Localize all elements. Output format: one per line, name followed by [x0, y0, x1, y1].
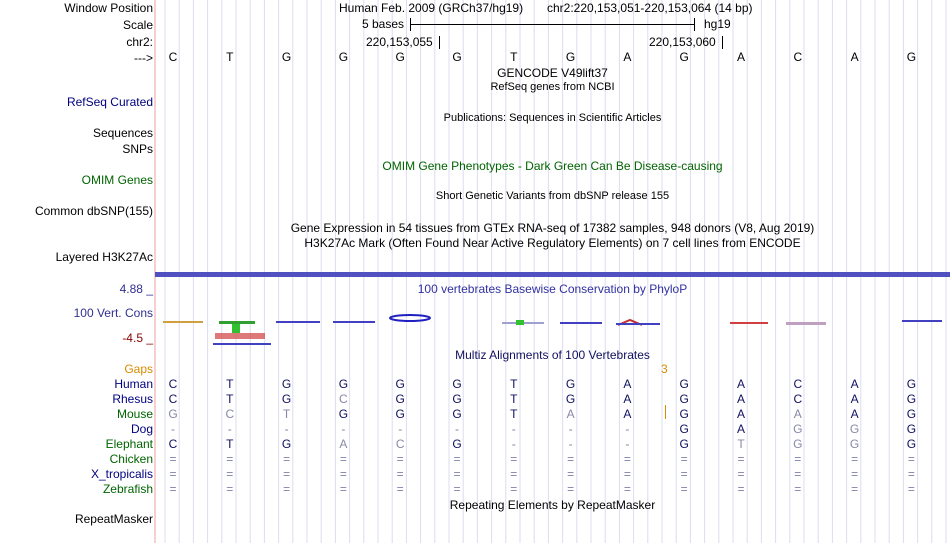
aligned-base: A: [850, 392, 859, 406]
aligned-base: T: [510, 392, 518, 406]
aligned-base: =: [794, 482, 802, 496]
track-label-sequences[interactable]: Sequences: [92, 126, 153, 140]
species-label[interactable]: Chicken: [109, 452, 153, 466]
aligned-base: G: [849, 422, 860, 436]
gtex-track-desc[interactable]: Gene Expression in 54 tissues from GTEx RNA-seq of 17382 samples, 948 donors (V8, Aug 2019): [290, 221, 815, 235]
aligned-base: -: [568, 422, 573, 436]
aligned-base: G: [679, 437, 689, 451]
aligned-base: -: [625, 437, 630, 451]
aligned-base: =: [623, 452, 631, 466]
dbsnp-track-desc[interactable]: Short Genetic Variants from dbSNP release 155: [435, 190, 670, 202]
aligned-base: =: [396, 467, 404, 481]
aligned-base: G: [849, 437, 860, 451]
track-label-vert-cons[interactable]: 100 Vert. Cons: [73, 306, 153, 320]
aligned-base: T: [226, 437, 234, 451]
aligned-base: A: [736, 392, 745, 406]
aligned-base: G: [281, 437, 292, 451]
aligned-base: =: [169, 467, 177, 481]
phylop-track-desc[interactable]: 100 vertebrates Basewise Conservation by PhyloP: [417, 282, 688, 296]
aligned-base: A: [850, 377, 859, 391]
species-label[interactable]: Mouse: [116, 407, 153, 421]
aligned-base: -: [455, 422, 459, 436]
aligned-base: G: [906, 422, 917, 436]
aligned-base: =: [567, 482, 575, 496]
aligned-base: A: [566, 407, 575, 421]
aligned-base: =: [623, 467, 631, 481]
track-label-repeatmasker[interactable]: RepeatMasker: [74, 512, 153, 526]
reference-base: G: [679, 50, 689, 64]
track-label-dbsnp[interactable]: Common dbSNP(155): [34, 204, 153, 218]
aligned-base: =: [169, 482, 177, 496]
aligned-base: G: [281, 392, 292, 406]
species-label[interactable]: Human: [114, 377, 153, 391]
aligned-base: -: [227, 422, 232, 436]
aligned-base: =: [907, 467, 915, 481]
aligned-base: G: [395, 377, 405, 391]
aligned-base: A: [623, 377, 632, 391]
mouse-insertion-mark: [665, 405, 666, 419]
aligned-base: =: [907, 452, 915, 466]
aligned-base: G: [679, 407, 689, 421]
aligned-base: G: [452, 377, 462, 391]
aligned-base: G: [395, 392, 405, 406]
aligned-base: -: [398, 422, 403, 436]
aligned-base: G: [793, 422, 803, 436]
aligned-base: T: [282, 407, 291, 421]
aligned-base: A: [793, 407, 802, 421]
aligned-base: =: [510, 482, 518, 496]
repeatmasker-track-desc[interactable]: Repeating Elements by RepeatMasker: [449, 498, 656, 512]
scale-db: hg19: [704, 17, 731, 31]
ruler-tick-label-2: 220,153,060: [649, 35, 716, 49]
track-label-h3k27ac[interactable]: Layered H3K27Ac: [55, 250, 153, 264]
aligned-base: C: [339, 392, 348, 406]
aligned-base: -: [511, 437, 516, 451]
aligned-base: G: [679, 392, 689, 406]
aligned-base: G: [168, 407, 178, 421]
aligned-base: =: [453, 482, 461, 496]
chr-label: chr2:: [126, 35, 153, 49]
phylop-bars: [163, 315, 942, 345]
position-text: chr2:220,153,051-220,153,064 (14 bp): [547, 1, 753, 15]
aligned-base: C: [168, 392, 178, 406]
aligned-base: A: [736, 377, 745, 391]
aligned-base: =: [851, 467, 859, 481]
track-label-refseq[interactable]: RefSeq Curated: [66, 95, 153, 109]
aligned-base: A: [339, 437, 348, 451]
aligned-base: =: [851, 452, 859, 466]
aligned-base: =: [567, 467, 575, 481]
reference-base: G: [565, 50, 576, 64]
aligned-base: G: [679, 422, 689, 436]
aligned-base: =: [226, 482, 234, 496]
gap-count: 3: [661, 362, 668, 376]
species-label[interactable]: Dog: [130, 422, 153, 436]
aligned-base: C: [793, 392, 803, 406]
reference-base: G: [395, 50, 405, 64]
cons-axis-min: -4.5 _: [122, 331, 153, 345]
reference-base: G: [906, 50, 917, 64]
aligned-base: =: [623, 482, 631, 496]
aligned-base: C: [168, 437, 178, 451]
aligned-base: =: [339, 482, 347, 496]
aligned-base: =: [680, 467, 688, 481]
aligned-base: =: [851, 482, 859, 496]
aligned-base: -: [171, 422, 175, 436]
aligned-base: =: [737, 482, 745, 496]
aligned-base: =: [283, 482, 291, 496]
aligned-base: G: [906, 407, 917, 421]
species-label[interactable]: X_tropicalis: [90, 467, 153, 481]
aligned-base: G: [452, 392, 462, 406]
strand-arrow: --->: [134, 51, 153, 65]
assembly-text: Human Feb. 2009 (GRCh37/hg19): [339, 1, 524, 15]
track-label-snps[interactable]: SNPs: [122, 142, 153, 156]
aligned-base: =: [680, 452, 688, 466]
refseq-track-desc[interactable]: RefSeq genes from NCBI: [490, 81, 615, 93]
aligned-base: G: [906, 377, 917, 391]
omim-track-desc[interactable]: OMIM Gene Phenotypes - Dark Green Can Be Disease-causing: [382, 159, 723, 173]
reference-base: G: [452, 50, 462, 64]
aligned-base: =: [339, 467, 347, 481]
gaps-label[interactable]: Gaps: [124, 362, 153, 376]
aligned-base: A: [736, 407, 745, 421]
aligned-base: =: [680, 482, 688, 496]
aligned-base: G: [679, 377, 689, 391]
aligned-base: G: [793, 437, 803, 451]
reference-base: A: [736, 50, 745, 64]
aligned-base: G: [281, 377, 292, 391]
reference-base: T: [226, 50, 234, 64]
aligned-base: -: [341, 422, 346, 436]
aligned-base: -: [625, 422, 630, 436]
aligned-base: =: [737, 452, 745, 466]
aligned-base: G: [565, 377, 576, 391]
aligned-base: =: [453, 452, 461, 466]
aligned-base: A: [623, 407, 632, 421]
aligned-base: C: [395, 437, 405, 451]
aligned-base: =: [510, 452, 518, 466]
reference-base: C: [793, 50, 803, 64]
aligned-base: T: [226, 392, 234, 406]
aligned-base: -: [284, 422, 289, 436]
aligned-base: G: [565, 392, 576, 406]
aligned-base: =: [794, 467, 802, 481]
h3k27-track-desc[interactable]: H3K27Ac Mark (Often Found Near Active Regulatory Elements) on 7 cell lines from ENCODE: [304, 236, 801, 250]
aligned-base: C: [793, 377, 803, 391]
aligned-base: G: [452, 437, 462, 451]
aligned-base: G: [906, 392, 917, 406]
aligned-base: G: [452, 407, 462, 421]
aligned-base: -: [568, 437, 573, 451]
aligned-base: C: [225, 407, 235, 421]
reference-base: T: [510, 50, 518, 64]
ruler-tick-label-1: 220,153,055: [366, 35, 433, 49]
publications-track-desc[interactable]: Publications: Sequences in Scientific Articles: [443, 112, 662, 124]
aligned-base: G: [395, 407, 405, 421]
aligned-base: =: [339, 452, 347, 466]
window-position-label: Window Position: [64, 1, 153, 15]
scale-label: Scale: [122, 18, 153, 32]
species-label[interactable]: Elephant: [105, 437, 153, 451]
aligned-base: =: [169, 452, 177, 466]
aligned-base: =: [737, 467, 745, 481]
species-label[interactable]: Zebrafish: [102, 482, 153, 496]
aligned-base: -: [511, 422, 516, 436]
reference-base: G: [281, 50, 292, 64]
aligned-base: =: [510, 467, 518, 481]
aligned-base: =: [226, 452, 234, 466]
aligned-base: A: [736, 422, 745, 436]
aligned-base: T: [737, 437, 745, 451]
aligned-base: G: [338, 407, 349, 421]
aligned-base: C: [168, 377, 178, 391]
aligned-base: =: [794, 452, 802, 466]
scale-text: 5 bases: [362, 17, 405, 31]
cons-axis-max: 4.88 _: [119, 282, 153, 296]
aligned-base: =: [396, 482, 404, 496]
reference-base: A: [623, 50, 632, 64]
track-label-omim[interactable]: OMIM Genes: [81, 173, 153, 187]
species-label[interactable]: Rhesus: [112, 392, 153, 406]
aligned-base: T: [226, 377, 234, 391]
aligned-base: =: [907, 482, 915, 496]
aligned-base: =: [283, 467, 291, 481]
aligned-base: =: [453, 467, 461, 481]
aligned-base: G: [906, 437, 917, 451]
aligned-base: =: [226, 467, 234, 481]
aligned-base: G: [338, 377, 349, 391]
reference-base: A: [850, 50, 859, 64]
multiz-track-desc[interactable]: Multiz Alignments of 100 Vertebrates: [455, 348, 650, 362]
aligned-base: =: [396, 452, 404, 466]
aligned-base: =: [567, 452, 575, 466]
reference-base: C: [168, 50, 178, 64]
reference-base: G: [338, 50, 349, 64]
aligned-base: A: [623, 392, 632, 406]
aligned-base: A: [850, 407, 859, 421]
gencode-track-title[interactable]: GENCODE V49lift37: [497, 66, 608, 80]
aligned-base: T: [510, 377, 518, 391]
aligned-base: T: [510, 407, 518, 421]
aligned-base: =: [283, 452, 291, 466]
